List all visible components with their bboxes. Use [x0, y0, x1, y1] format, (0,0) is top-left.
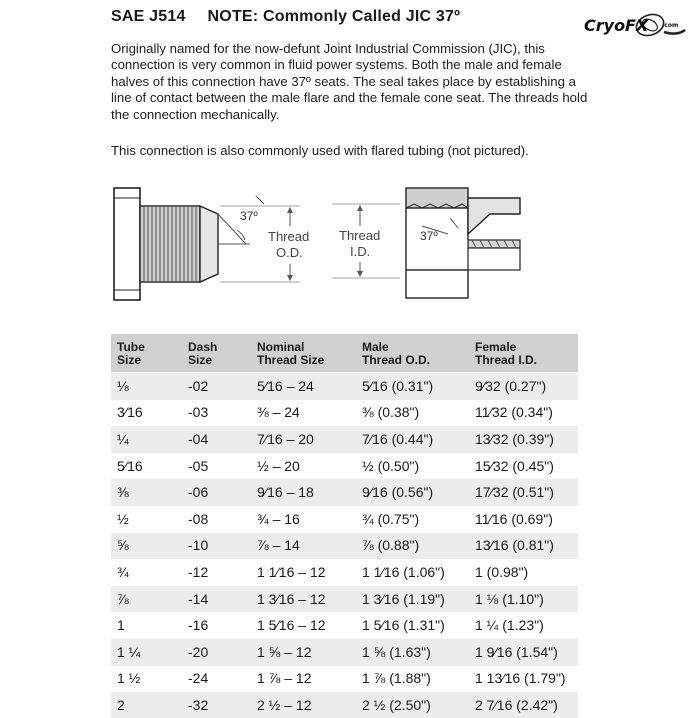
cell-dash-size: -03 [182, 399, 251, 426]
female-fitting [332, 188, 520, 298]
cell-nominal-thread: 9⁄16 – 18 [251, 479, 356, 506]
cell-female-id: 11⁄32 (0.34") [469, 399, 578, 426]
cell-tube-size: ¾ [111, 559, 182, 586]
cell-female-id: 9⁄32 (0.27") [469, 373, 578, 400]
cell-male-od: 1 ⅞ (1.88") [356, 665, 469, 692]
cell-female-id: 1 ⅛ (1.10") [469, 585, 578, 612]
cell-nominal-thread: 1 1⁄16 – 12 [251, 559, 356, 586]
note-label: NOTE: Commonly Called JIC 37º [207, 8, 461, 25]
cell-female-id: 2 7⁄16 (2.42") [469, 692, 578, 718]
table-row [111, 399, 578, 426]
cell-dash-size: -16 [182, 612, 251, 639]
cell-tube-size: ⅞ [111, 585, 182, 612]
cell-nominal-thread: ¾ – 16 [251, 505, 356, 532]
cell-tube-size: 2 [111, 692, 182, 718]
cell-male-od: ¾ (0.75") [356, 505, 469, 532]
cell-tube-size: ¼ [111, 426, 182, 453]
logo-suffix-text: .com [662, 22, 679, 29]
cell-dash-size: -10 [182, 532, 251, 559]
male-fitting [114, 188, 309, 300]
table-row [111, 426, 578, 453]
cell-male-od: 7⁄16 (0.44") [356, 426, 469, 453]
cell-tube-size: 1 [111, 612, 182, 639]
cell-tube-size: 1 ½ [111, 665, 182, 692]
table-row [111, 559, 578, 586]
male-thread-label-2: O.D. [276, 245, 303, 260]
table-row [111, 692, 578, 718]
cell-male-od: 5⁄16 (0.31") [356, 373, 469, 400]
cell-female-id: 15⁄32 (0.45") [469, 452, 578, 479]
cell-dash-size: -02 [182, 373, 251, 400]
cell-tube-size: ½ [111, 505, 182, 532]
cell-male-od: 1 5⁄16 (1.31") [356, 612, 469, 639]
cell-male-od: 1 1⁄16 (1.06") [356, 559, 469, 586]
female-thread-label-1: Thread [339, 228, 381, 243]
header-tube-size: Tube Size [111, 334, 182, 373]
table-row [111, 373, 578, 400]
cell-female-id: 1 (0.98") [469, 559, 578, 586]
cell-female-id: 1 13⁄16 (1.79") [469, 665, 578, 692]
cell-female-id: 1 9⁄16 (1.54") [469, 638, 578, 665]
table-row [111, 612, 578, 639]
cell-female-id: 11⁄16 (0.69") [469, 505, 578, 532]
cell-nominal-thread: 1 5⁄16 – 12 [251, 612, 356, 639]
cryofx-logo-graphic [582, 8, 692, 40]
female-angle-label: 37º [420, 229, 438, 243]
spec-table [111, 334, 578, 718]
connection-diagram [100, 178, 600, 328]
table-row [111, 452, 578, 479]
cell-tube-size: 3⁄16 [111, 399, 182, 426]
description-paragraph-1: Originally named for the now-defunt Joint Industrial Commission (JIC), this connection is very common in fluid power systems. Both the male and female halves of this connection have 37º seats. The seal takes place by establishing a line of contact between the male flare and the female cone seat. The threads hold the connection mechanically. [111, 41, 588, 122]
cell-dash-size: -24 [182, 665, 251, 692]
male-angle-label: 37º [240, 209, 258, 223]
cell-female-id: 1 ¼ (1.23") [469, 612, 578, 639]
cell-male-od: 9⁄16 (0.56") [356, 479, 469, 506]
connection-diagram-svg [100, 178, 600, 328]
cell-nominal-thread: 1 ⅝ – 12 [251, 638, 356, 665]
cell-nominal-thread: 5⁄16 – 24 [251, 373, 356, 400]
cell-tube-size: 5⁄16 [111, 452, 182, 479]
cell-male-od: ⅞ (0.88") [356, 532, 469, 559]
cell-dash-size: -32 [182, 692, 251, 718]
cell-male-od: ½ (0.50") [356, 452, 469, 479]
cell-male-od: 2 ½ (2.50") [356, 692, 469, 718]
cell-dash-size: -12 [182, 559, 251, 586]
cell-nominal-thread: ⅞ – 14 [251, 532, 356, 559]
cell-dash-size: -06 [182, 479, 251, 506]
cell-tube-size: 1 ¼ [111, 638, 182, 665]
male-thread-label-1: Thread [268, 229, 310, 244]
header-dash-size: Dash Size [182, 334, 251, 373]
cell-nominal-thread: ⅜ – 24 [251, 399, 356, 426]
table-row [111, 532, 578, 559]
description-paragraph-2: This connection is also commonly used with flared tubing (not pictured). [111, 143, 529, 158]
cell-nominal-thread: 2 ½ – 12 [251, 692, 356, 718]
page-title [111, 8, 460, 26]
cell-female-id: 13⁄16 (0.81") [469, 532, 578, 559]
table-row [111, 505, 578, 532]
standard-label: SAE J514 [111, 8, 186, 25]
cell-female-id: 17⁄32 (0.51") [469, 479, 578, 506]
cell-nominal-thread: ½ – 20 [251, 452, 356, 479]
cryofx-logo [582, 8, 692, 40]
cell-dash-size: -14 [182, 585, 251, 612]
cell-tube-size: ⅛ [111, 373, 182, 400]
cell-dash-size: -08 [182, 505, 251, 532]
cell-dash-size: -04 [182, 426, 251, 453]
cell-nominal-thread: 1 3⁄16 – 12 [251, 585, 356, 612]
cell-male-od: ⅜ (0.38") [356, 399, 469, 426]
cell-tube-size: ⅜ [111, 479, 182, 506]
cell-dash-size: -20 [182, 638, 251, 665]
table-row [111, 585, 578, 612]
cell-nominal-thread: 1 ⅞ – 12 [251, 665, 356, 692]
table-row [111, 638, 578, 665]
table-header-row [111, 334, 578, 373]
female-thread-label-2: I.D. [350, 244, 371, 259]
cell-female-id: 13⁄32 (0.39") [469, 426, 578, 453]
header-nominal-thread-size: Nominal Thread Size [251, 334, 356, 373]
cell-tube-size: ⅝ [111, 532, 182, 559]
table-row [111, 479, 578, 506]
cell-male-od: 1 ⅝ (1.63") [356, 638, 469, 665]
cell-nominal-thread: 7⁄16 – 20 [251, 426, 356, 453]
table-row [111, 665, 578, 692]
header-female-thread-id: Female Thread I.D. [469, 334, 578, 373]
cell-dash-size: -05 [182, 452, 251, 479]
cell-male-od: 1 3⁄16 (1.19") [356, 585, 469, 612]
logo-brand-text: CryoFX [584, 16, 649, 35]
header-male-thread-od: Male Thread O.D. [356, 334, 469, 373]
